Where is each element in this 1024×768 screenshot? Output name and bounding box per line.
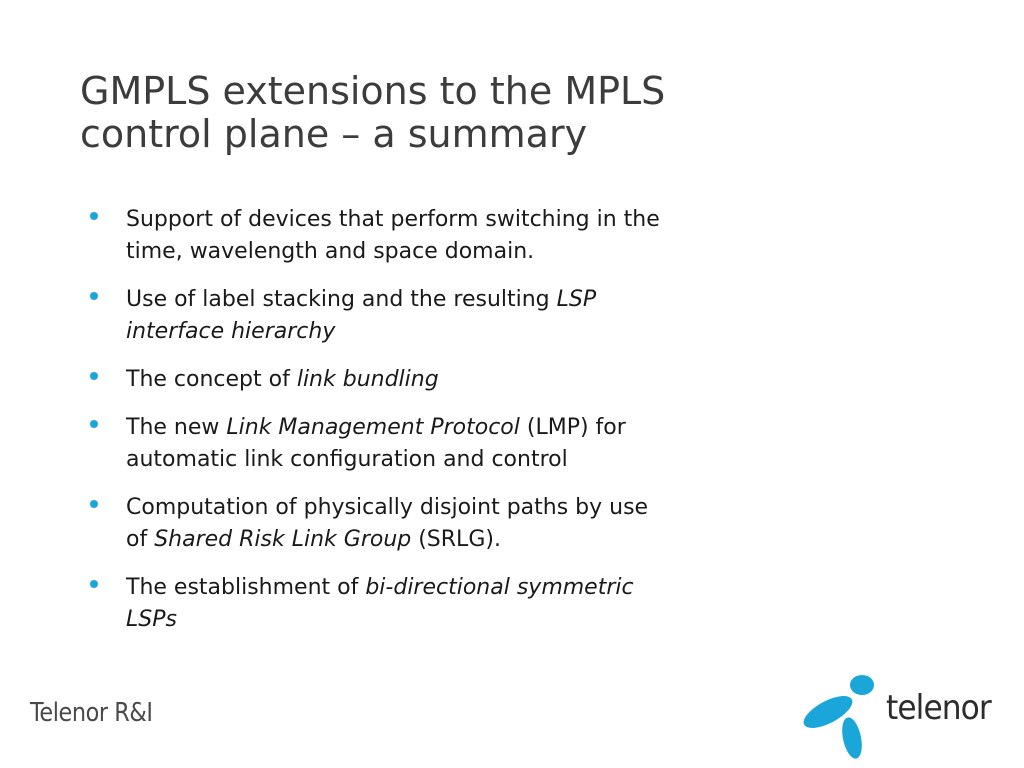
bullet-line bbox=[126, 492, 810, 524]
bullet-text: The establishment of bbox=[126, 575, 366, 600]
bullet-dot-icon bbox=[90, 372, 98, 380]
slide-title-line: control plane – a summary bbox=[80, 112, 588, 156]
bullet-text: Use of label stacking and the resulting bbox=[126, 287, 557, 312]
bullet-text: Support of devices that perform switching in the bbox=[126, 207, 660, 232]
bullet-dot-icon bbox=[90, 500, 98, 508]
bullet-dot-icon bbox=[90, 292, 98, 300]
bullet-line bbox=[126, 444, 810, 476]
bullet-line bbox=[126, 364, 810, 396]
logo-wordmark: telenor bbox=[886, 688, 991, 728]
bullet-text: The concept of bbox=[126, 367, 297, 392]
slide-title bbox=[80, 70, 840, 156]
bullet-line bbox=[126, 524, 810, 556]
bullet-text: Computation of physically disjoint paths by use bbox=[126, 495, 649, 520]
bullet-item bbox=[90, 284, 810, 348]
bullet-text: The new bbox=[126, 415, 227, 440]
bullet-line bbox=[126, 236, 810, 268]
bullet-item bbox=[90, 572, 810, 636]
bullet-item bbox=[90, 204, 810, 268]
bullet-text-italic: Shared Risk Link Group bbox=[154, 527, 412, 552]
bullet-text-italic: Link Management Protocol bbox=[226, 415, 520, 440]
bullet-text-italic: interface hierarchy bbox=[126, 319, 336, 344]
bullet-dot-icon bbox=[90, 420, 98, 428]
bullet-line bbox=[126, 572, 810, 604]
bullet-line bbox=[126, 604, 810, 636]
slide-title-line: GMPLS extensions to the MPLS bbox=[80, 69, 666, 113]
telenor-propeller-icon bbox=[796, 672, 886, 762]
bullet-text: automatic link configuration and control bbox=[126, 447, 568, 472]
bullet-line bbox=[126, 412, 810, 444]
bullet-dot-icon bbox=[90, 580, 98, 588]
bullet-text-italic: LSP bbox=[556, 287, 597, 312]
telenor-logo bbox=[796, 672, 996, 762]
bullet-item bbox=[90, 364, 810, 396]
bullet-text-italic: link bundling bbox=[296, 367, 439, 392]
bullet-text-italic: bi-directional symmetric bbox=[365, 575, 634, 600]
bullet-text: of bbox=[126, 527, 155, 552]
bullet-text: time, wavelength and space domain. bbox=[126, 239, 535, 264]
bullet-line bbox=[126, 204, 810, 236]
bullet-text-italic: LSPs bbox=[126, 607, 177, 632]
bullet-item bbox=[90, 492, 810, 556]
bullet-line bbox=[126, 316, 810, 348]
bullet-dot-icon bbox=[90, 212, 98, 220]
bullet-list bbox=[90, 204, 810, 652]
bullet-text: (SRLG). bbox=[411, 527, 501, 552]
bullet-text: (LMP) for bbox=[519, 415, 626, 440]
bullet-item bbox=[90, 412, 810, 476]
footer-org-name: Telenor R&I bbox=[30, 698, 153, 728]
bullet-line bbox=[126, 284, 810, 316]
